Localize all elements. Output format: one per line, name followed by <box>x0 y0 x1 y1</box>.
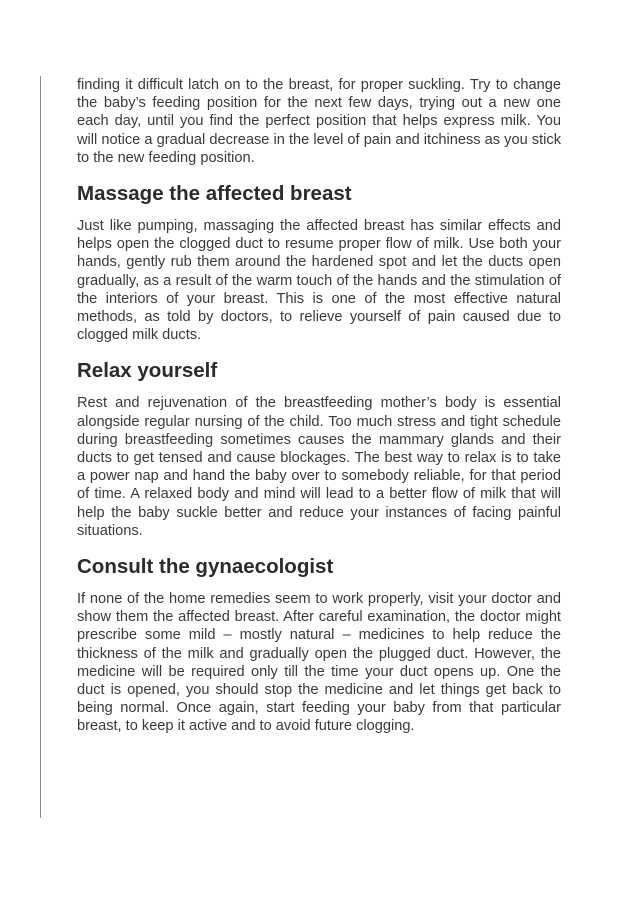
section-body-relax: Rest and rejuvenation of the breastfeeding mother’s body is essential alongside regular nursing of the child. Too much stress and tight schedule during breastfeeding sometimes causes the mammary glands and their ducts to get tensed and cause blockages. The best way to relax is to take a power nap and hand the baby over to somebody reliable, for that period of time. A relaxed body and mind will lead to a better flow of milk that will help the baby suckle better and reduce your instances of facing painful situations. <box>77 395 561 539</box>
section-body-massage: Just like pumping, massaging the affected breast has similar effects and helps open the clogged duct to resume proper flow of milk. Use both your hands, gently rub them around the hardened spot and let the ducts open gradually, as a result of the warm touch of the hands and the stimulation of the interiors of your breast. This is one of the most effective natural methods, as told by doctors, to relieve yourself of pain caused due to clogged milk ducts. <box>77 218 561 344</box>
section-body-consult: If none of the home remedies seem to work properly, visit your doctor and show them the affected breast. After careful examination, the doctor might prescribe some mild – mostly natural – medicines to help reduce the thickness of the milk and gradually open the plugged duct. However, the medicine will be required only till the time your duct opens up. One the duct is opened, you should stop the medicine and let things get back to being normal. Once again, start feeding your baby from that particular breast, to keep it active and to avoid future clogging. <box>77 591 561 735</box>
section-heading-massage: Massage the affected breast <box>77 182 352 206</box>
page-content <box>77 76 561 736</box>
section-heading-consult: Consult the gynaecologist <box>77 555 334 579</box>
margin-rule <box>40 76 41 818</box>
section-heading-relax: Relax yourself <box>77 359 218 383</box>
intro-paragraph: finding it difficult latch on to the breast, for proper suckling. Try to change the baby’s feeding position for the next few days, trying out a new one each day, until you find the perfect position that helps express milk. You will notice a gradual decrease in the level of pain and itchiness as you stick to the new feeding position. <box>77 77 561 166</box>
